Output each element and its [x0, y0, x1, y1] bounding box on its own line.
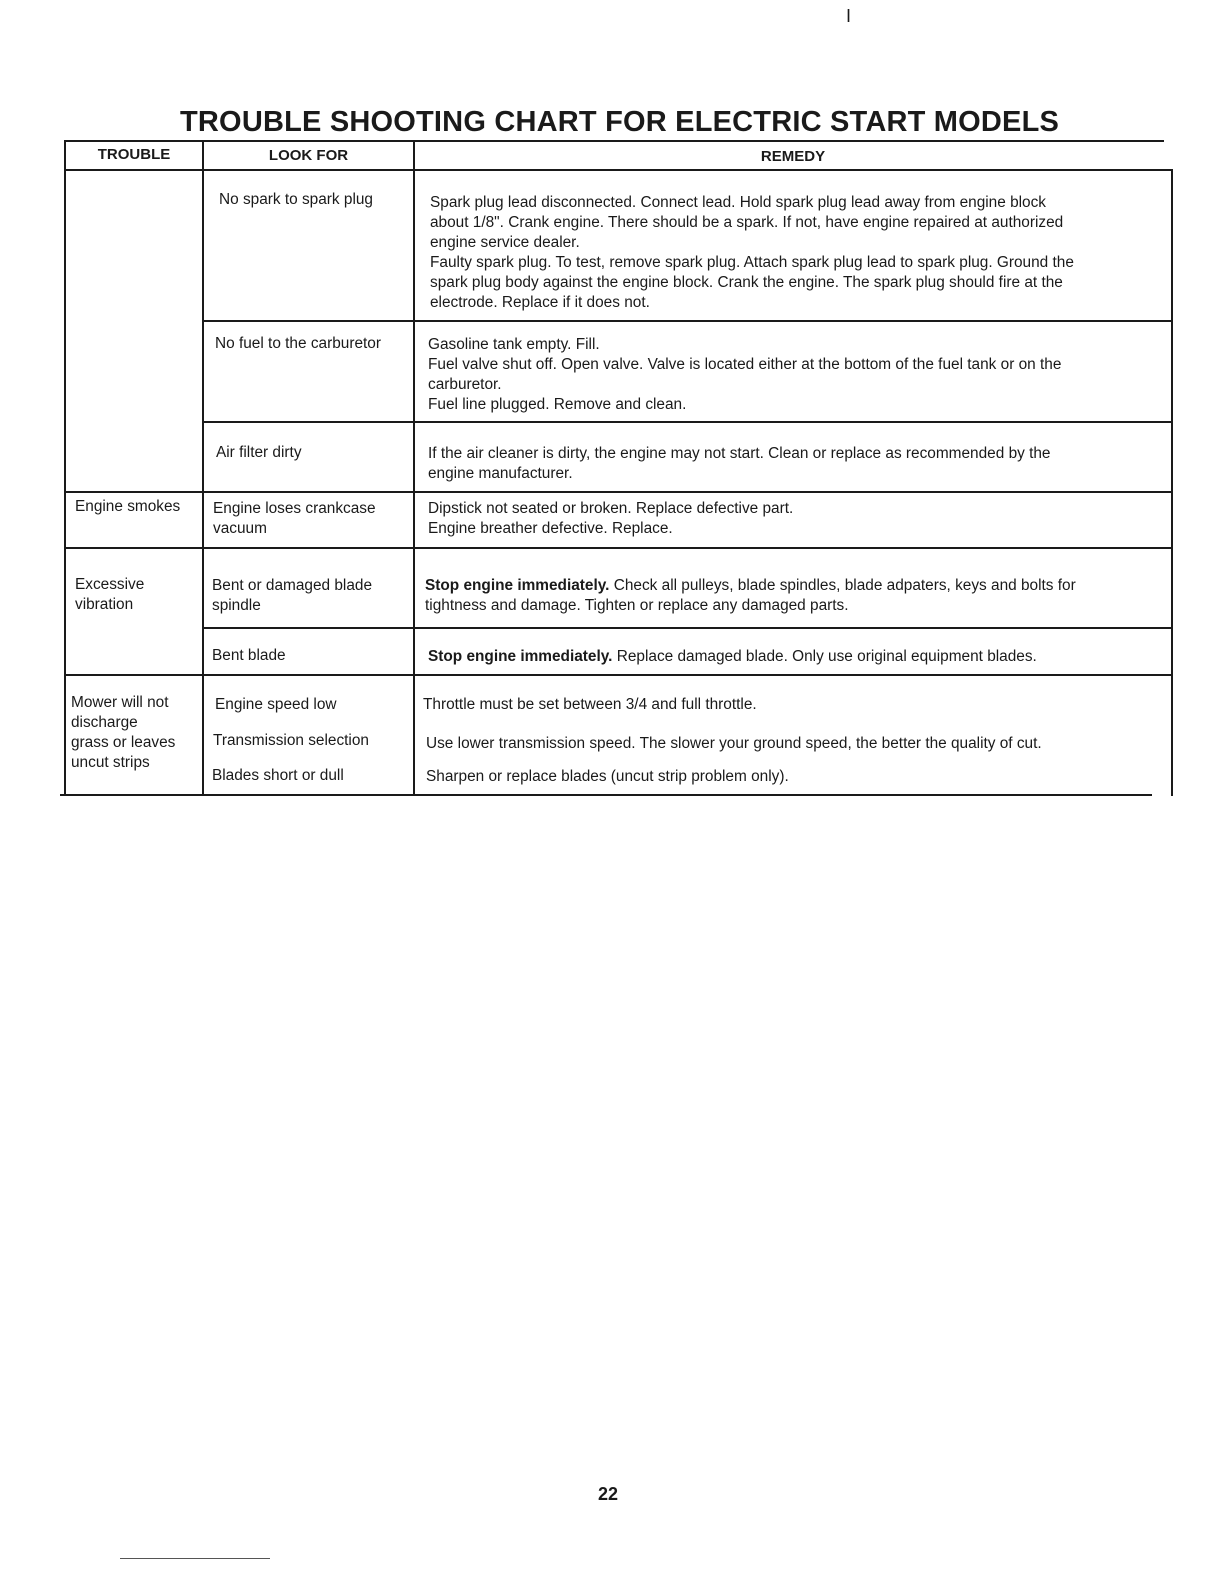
trouble-line: discharge [71, 714, 138, 731]
trouble-line: grass or leaves [71, 734, 176, 751]
remedy-line: about 1/8". Crank engine. There should be a spark. If not, have engine repaired at authorized [430, 214, 1064, 231]
remedy-text: Check all pulleys, blade spindles, blade adpaters, keys and bolts for [609, 577, 1076, 594]
page-title: TROUBLE SHOOTING CHART FOR ELECTRIC START MODELS [180, 106, 1060, 138]
look-for-line: Transmission selection [213, 732, 369, 749]
remedy-warning: Stop engine immediately. [425, 577, 610, 594]
remedy-line [428, 647, 1165, 667]
remedy-line: If the air cleaner is dirty, the engine may not start. Clean or replace as recommended by the [428, 445, 1051, 462]
remedy-cell [428, 499, 1165, 539]
remedy-line: engine manufacturer. [428, 465, 573, 482]
remedy-cell [428, 335, 1165, 415]
look-for-cell: No fuel to the carburetor [215, 335, 381, 352]
remedy-line: Use lower transmission speed. The slower your ground speed, the better the quality of cut. [426, 735, 1042, 752]
remedy-cell [425, 576, 1165, 616]
trouble-cell: Engine smokes [75, 498, 181, 515]
look-for-cell: Air filter dirty [216, 444, 302, 461]
trouble-line: uncut strips [71, 754, 150, 771]
look-for-line: Bent or damaged blade [212, 577, 373, 594]
page-top-mark: I [846, 6, 852, 26]
row-rule [202, 320, 1173, 322]
look-for-cell [212, 576, 410, 616]
remedy-line: carburetor. [428, 376, 502, 393]
remedy-cell [428, 444, 1165, 484]
remedy-warning: Stop engine immediately. [428, 648, 613, 665]
remedy-line: Fuel line plugged. Remove and clean. [428, 396, 687, 413]
remedy-line: engine service dealer. [430, 234, 580, 251]
row-rule [64, 547, 1173, 549]
header-remedy: REMEDY [760, 148, 826, 165]
remedy-line: Throttle must be set between 3/4 and full throttle. [423, 696, 757, 713]
row-rule [202, 421, 1173, 423]
remedy-line: Spark plug lead disconnected. Connect lead. Hold spark plug lead away from engine block [430, 194, 1047, 211]
remedy-line: Gasoline tank empty. Fill. [428, 336, 600, 353]
remedy-line: tightness and damage. Tighten or replace any damaged parts. [425, 597, 849, 614]
remedy-line: Fuel valve shut off. Open valve. Valve is located either at the bottom of the fuel tank or on the [428, 356, 1062, 373]
row-rule [64, 674, 1173, 676]
trouble-cell [75, 575, 144, 615]
title-rule [64, 140, 1164, 142]
remedy-cell [430, 193, 1165, 313]
remedy-line [425, 576, 1165, 596]
look-for-cell [213, 499, 409, 539]
remedy-line: Sharpen or replace blades (uncut strip problem only). [426, 768, 789, 785]
remedy-cell [428, 647, 1165, 667]
look-for-line: spindle [212, 597, 261, 614]
footer-rule [120, 1558, 270, 1559]
remedy-line: Faulty spark plug. To test, remove spark plug. Attach spark plug lead to spark plug. Ground the [430, 254, 1074, 271]
trouble-line: Mower will not [71, 694, 169, 711]
look-for-line: Engine loses crankcase [213, 500, 376, 517]
look-for-line: vacuum [213, 520, 267, 537]
page-number: 22 [598, 1484, 619, 1504]
trouble-cell [71, 693, 175, 773]
remedy-line: Dipstick not seated or broken. Replace defective part. [428, 500, 794, 517]
remedy-line: Engine breather defective. Replace. [428, 520, 673, 537]
row-rule [202, 627, 1173, 629]
remedy-line: spark plug body against the engine block. Crank the engine. The spark plug should fire at the [430, 274, 1063, 291]
table-border-right [1171, 170, 1173, 796]
header-rule [64, 169, 1173, 171]
header-look-for: LOOK FOR [268, 147, 349, 164]
trouble-line: Excessive [75, 576, 145, 593]
table-border-left [64, 140, 66, 796]
row-rule [64, 491, 1173, 493]
remedy-line: electrode. Replace if it does not. [430, 294, 650, 311]
table-divider-1 [202, 140, 204, 796]
look-for-line: Engine speed low [215, 696, 337, 713]
remedy-text: Replace damaged blade. Only use original equipment blades. [612, 648, 1037, 665]
look-for-line: Blades short or dull [212, 767, 344, 784]
table-bottom-rule [60, 794, 1152, 796]
look-for-cell: No spark to spark plug [219, 191, 373, 208]
look-for-cell: Bent blade [212, 647, 286, 664]
header-trouble: TROUBLE [97, 146, 171, 163]
trouble-line: vibration [75, 596, 134, 613]
table-divider-2 [413, 140, 415, 796]
